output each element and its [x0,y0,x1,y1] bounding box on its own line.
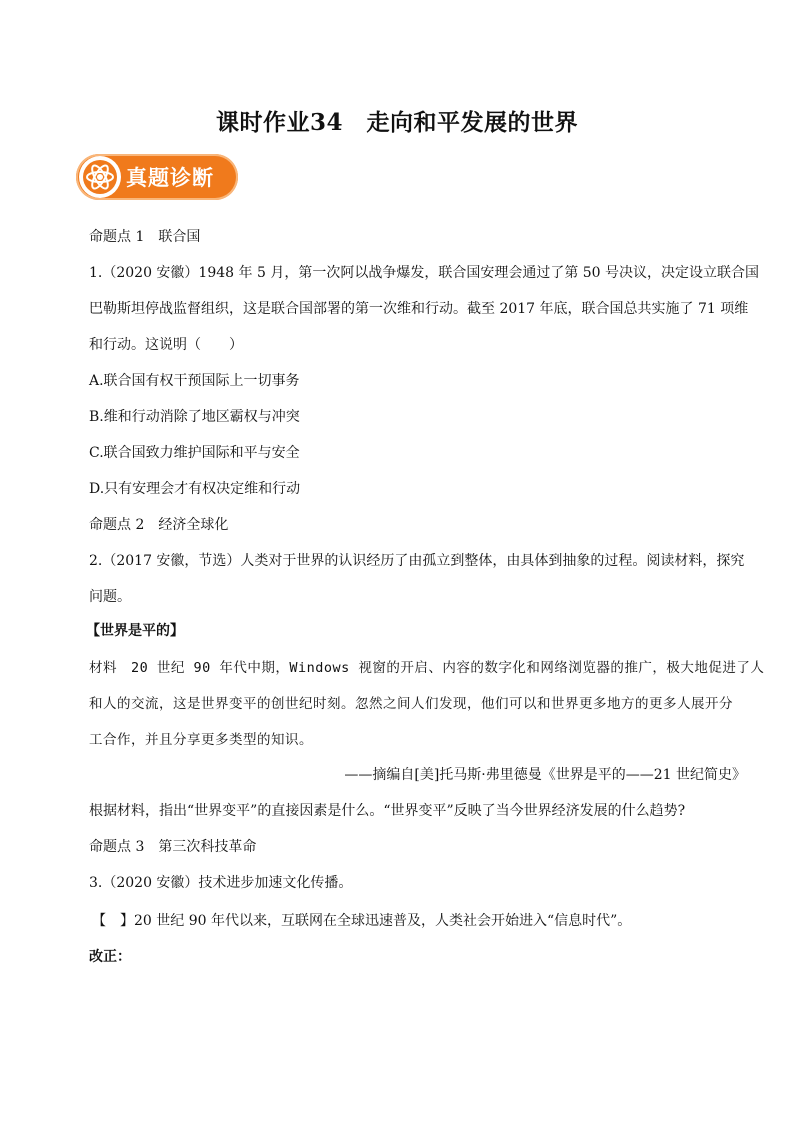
q1-line-3: 和行动。这说明（ ） [89,337,243,353]
q1-option-c: C.联合国致力维护国际和平与安全 [89,445,300,461]
atom-icon [82,159,118,195]
q1-option-d: D.只有安理会才有权决定维和行动 [89,481,301,497]
q2-line-1: 2.（2017 安徽，节选）人类对于世界的认识经历了由孤立到整体，由具体到抽象的过程。阅读材料，探究 [89,553,745,569]
section-heading-3: 命题点 3 第三次科技革命 [89,839,257,855]
section-banner [76,154,238,200]
q3-correction-label: 改正： [89,949,131,965]
q3-statement: 【 】20 世纪 90 年代以来，互联网在全球迅速普及，人类社会开始进入“信息时代”。 [92,913,632,929]
section-heading-2: 命题点 2 经济全球化 [89,517,229,533]
q3-line: 3.（2020 安徽）技术进步加速文化传播。 [89,875,353,891]
q2-subheading: 【世界是平的】 [86,623,184,639]
q2-material-line-1: 材料 20 世纪 90 年代中期，Windows 视窗的开启、内容的数字化和网络浏览器的推广，极大地促进了人 [89,660,765,676]
q1-line-1: 1.（2020 安徽）1948 年 5 月，第一次阿以战争爆发，联合国安理会通过了第 50 号决议，决定设立联合国 [89,265,760,281]
q2-material-line-3: 工合作，并且分享更多类型的知识。 [89,732,313,748]
page-title: 课时作业34 走向和平发展的世界 [215,109,578,136]
section-heading-1: 命题点 1 联合国 [89,229,201,245]
q1-line-2: 巴勒斯坦停战监督组织，这是联合国部署的第一次维和行动。截至 2017 年底，联合国总共实施了 71 项维 [89,301,749,317]
q2-question: 根据材料，指出“世界变平”的直接因素是什么。“世界变平”反映了当今世界经济发展的什么趋势? [89,803,686,819]
q1-option-b: B.维和行动消除了地区霸权与冲突 [89,409,300,425]
q2-material-line-2: 和人的交流，这是世界变平的创世纪时刻。忽然之间人们发现，他们可以和世界更多地方的更多人展开分 [89,696,733,712]
q1-option-a: A.联合国有权干预国际上一切事务 [89,373,300,389]
q2-line-2: 问题。 [89,589,131,605]
banner-badge [79,156,121,198]
banner-label: 真题诊断 [126,166,214,190]
q2-source: ——摘编自[美]托马斯·弗里德曼《世界是平的——21 世纪简史》 [344,767,746,783]
